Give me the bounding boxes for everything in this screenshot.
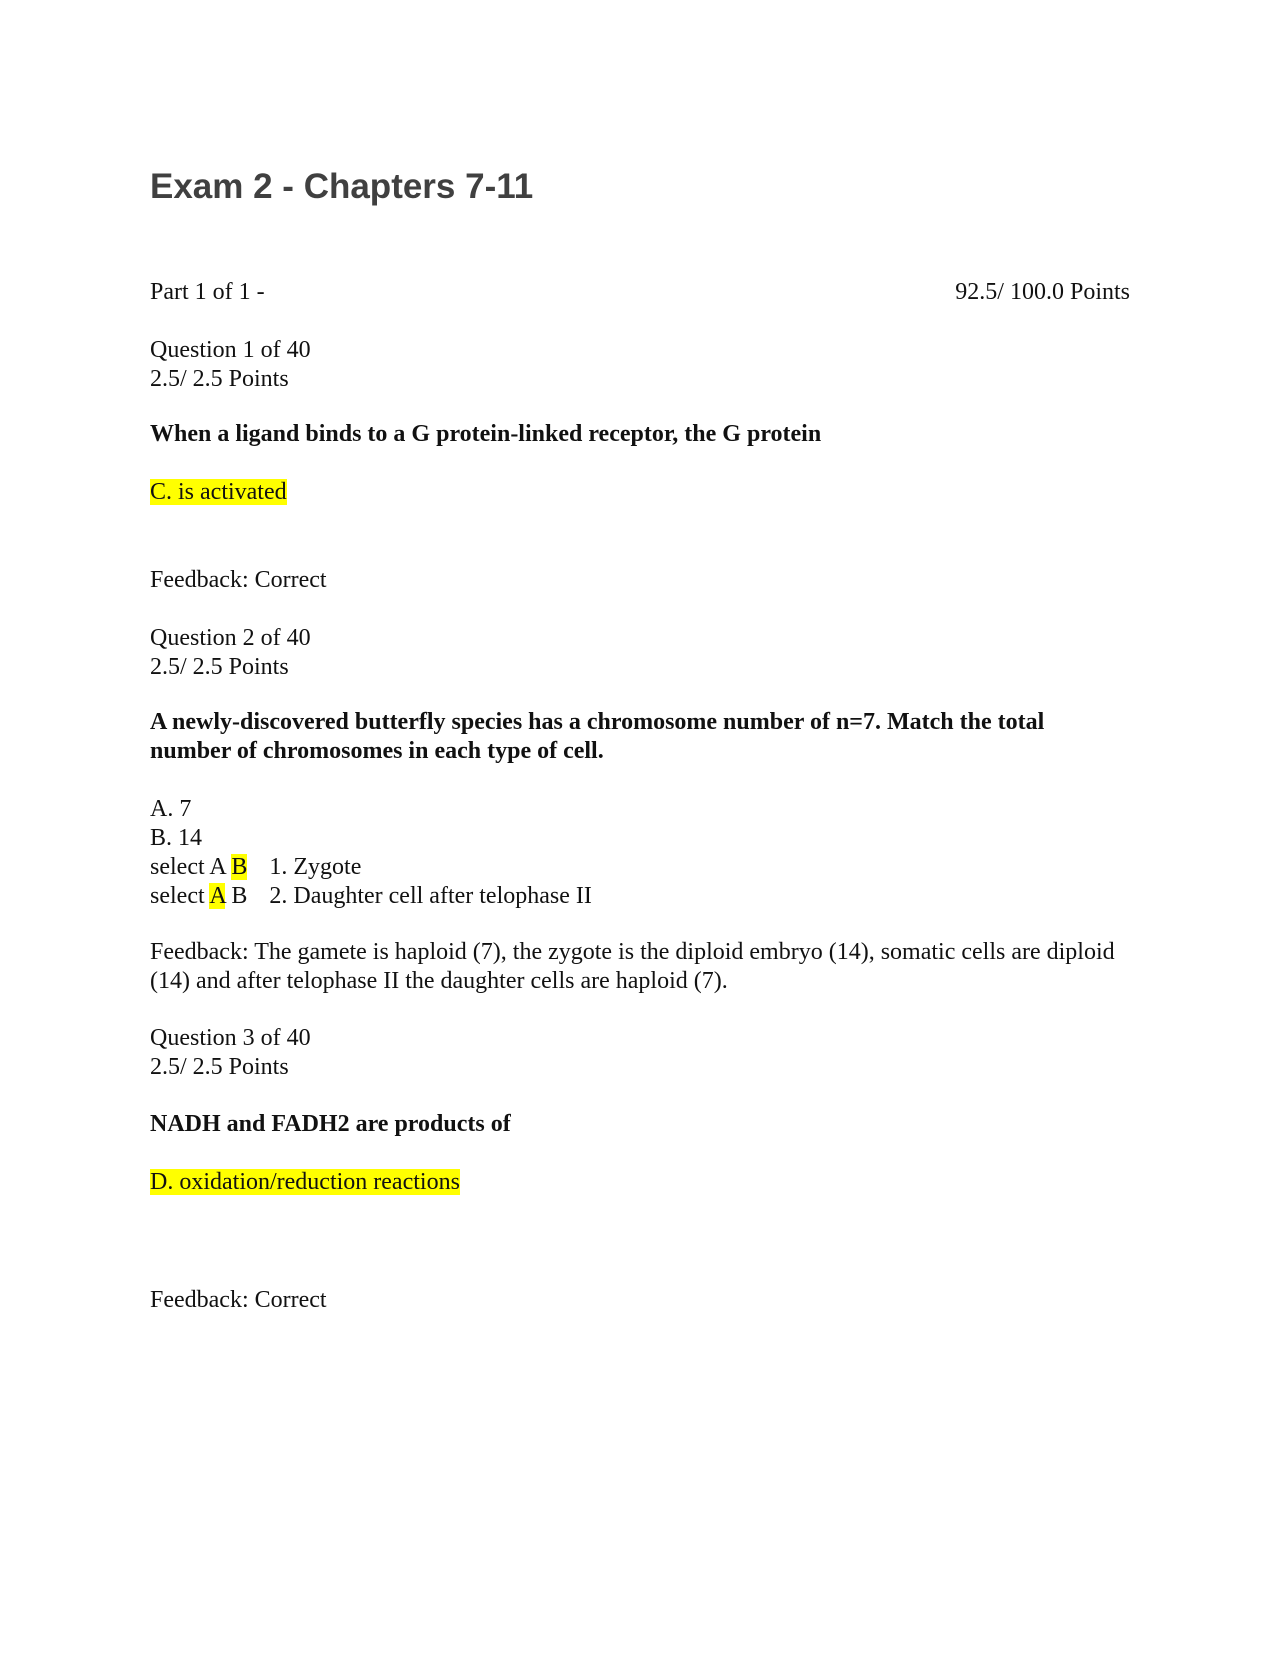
question-1-prompt: When a ligand binds to a G protein-linked receptor, the G protein — [150, 421, 822, 447]
question-number: Question 3 of 40 — [150, 1025, 311, 1051]
select-choice-a[interactable]: A — [209, 883, 226, 909]
select-label: select — [150, 854, 205, 880]
question-3-answer — [150, 1168, 1130, 1197]
part-header — [150, 278, 1130, 307]
question-1-feedback: Feedback: Correct — [150, 567, 327, 593]
match-item: 2. Daughter cell after telophase II — [269, 883, 592, 909]
question-points: 2.5/ 2.5 Points — [150, 366, 289, 392]
option-a: A. 7 — [150, 796, 192, 822]
option-b: B. 14 — [150, 825, 203, 851]
question-points: 2.5/ 2.5 Points — [150, 1054, 289, 1080]
question-number: Question 1 of 40 — [150, 337, 311, 363]
question-number: Question 2 of 40 — [150, 625, 311, 651]
selected-answer: C. is activated — [150, 479, 287, 505]
part-label: Part 1 of 1 - — [150, 279, 265, 305]
match-item: 1. Zygote — [269, 854, 362, 880]
select-choice-b[interactable]: B — [231, 854, 248, 880]
match-row-2 — [150, 882, 1130, 911]
question-2-header — [150, 624, 1130, 682]
page-title: Exam 2 - Chapters 7-11 — [150, 167, 534, 206]
select-choice-a[interactable]: A — [209, 854, 226, 880]
question-2-options — [150, 795, 1130, 911]
match-row-1 — [150, 853, 1130, 882]
question-2-feedback: Feedback: The gamete is haploid (7), the zygote is the diploid embryo (14), somatic cells are diploid (14) and after telophase II the daughter cells are haploid (7). — [150, 939, 1115, 994]
question-2-prompt: A newly-discovered butterfly species has a chromosome number of n=7. Match the total number of chromosomes in each type of cell. — [150, 709, 1045, 764]
selected-answer: D. oxidation/reduction reactions — [150, 1169, 460, 1195]
question-points: 2.5/ 2.5 Points — [150, 654, 289, 680]
select-choice-b[interactable]: B — [231, 883, 248, 909]
question-3-header — [150, 1024, 1130, 1082]
select-label: select — [150, 883, 205, 909]
question-3-prompt: NADH and FADH2 are products of — [150, 1111, 511, 1137]
question-3-feedback: Feedback: Correct — [150, 1287, 327, 1313]
exam-document — [150, 0, 1130, 1656]
total-points: 92.5/ 100.0 Points — [955, 279, 1130, 305]
question-1-header — [150, 336, 1130, 394]
question-1-answer — [150, 478, 1130, 507]
